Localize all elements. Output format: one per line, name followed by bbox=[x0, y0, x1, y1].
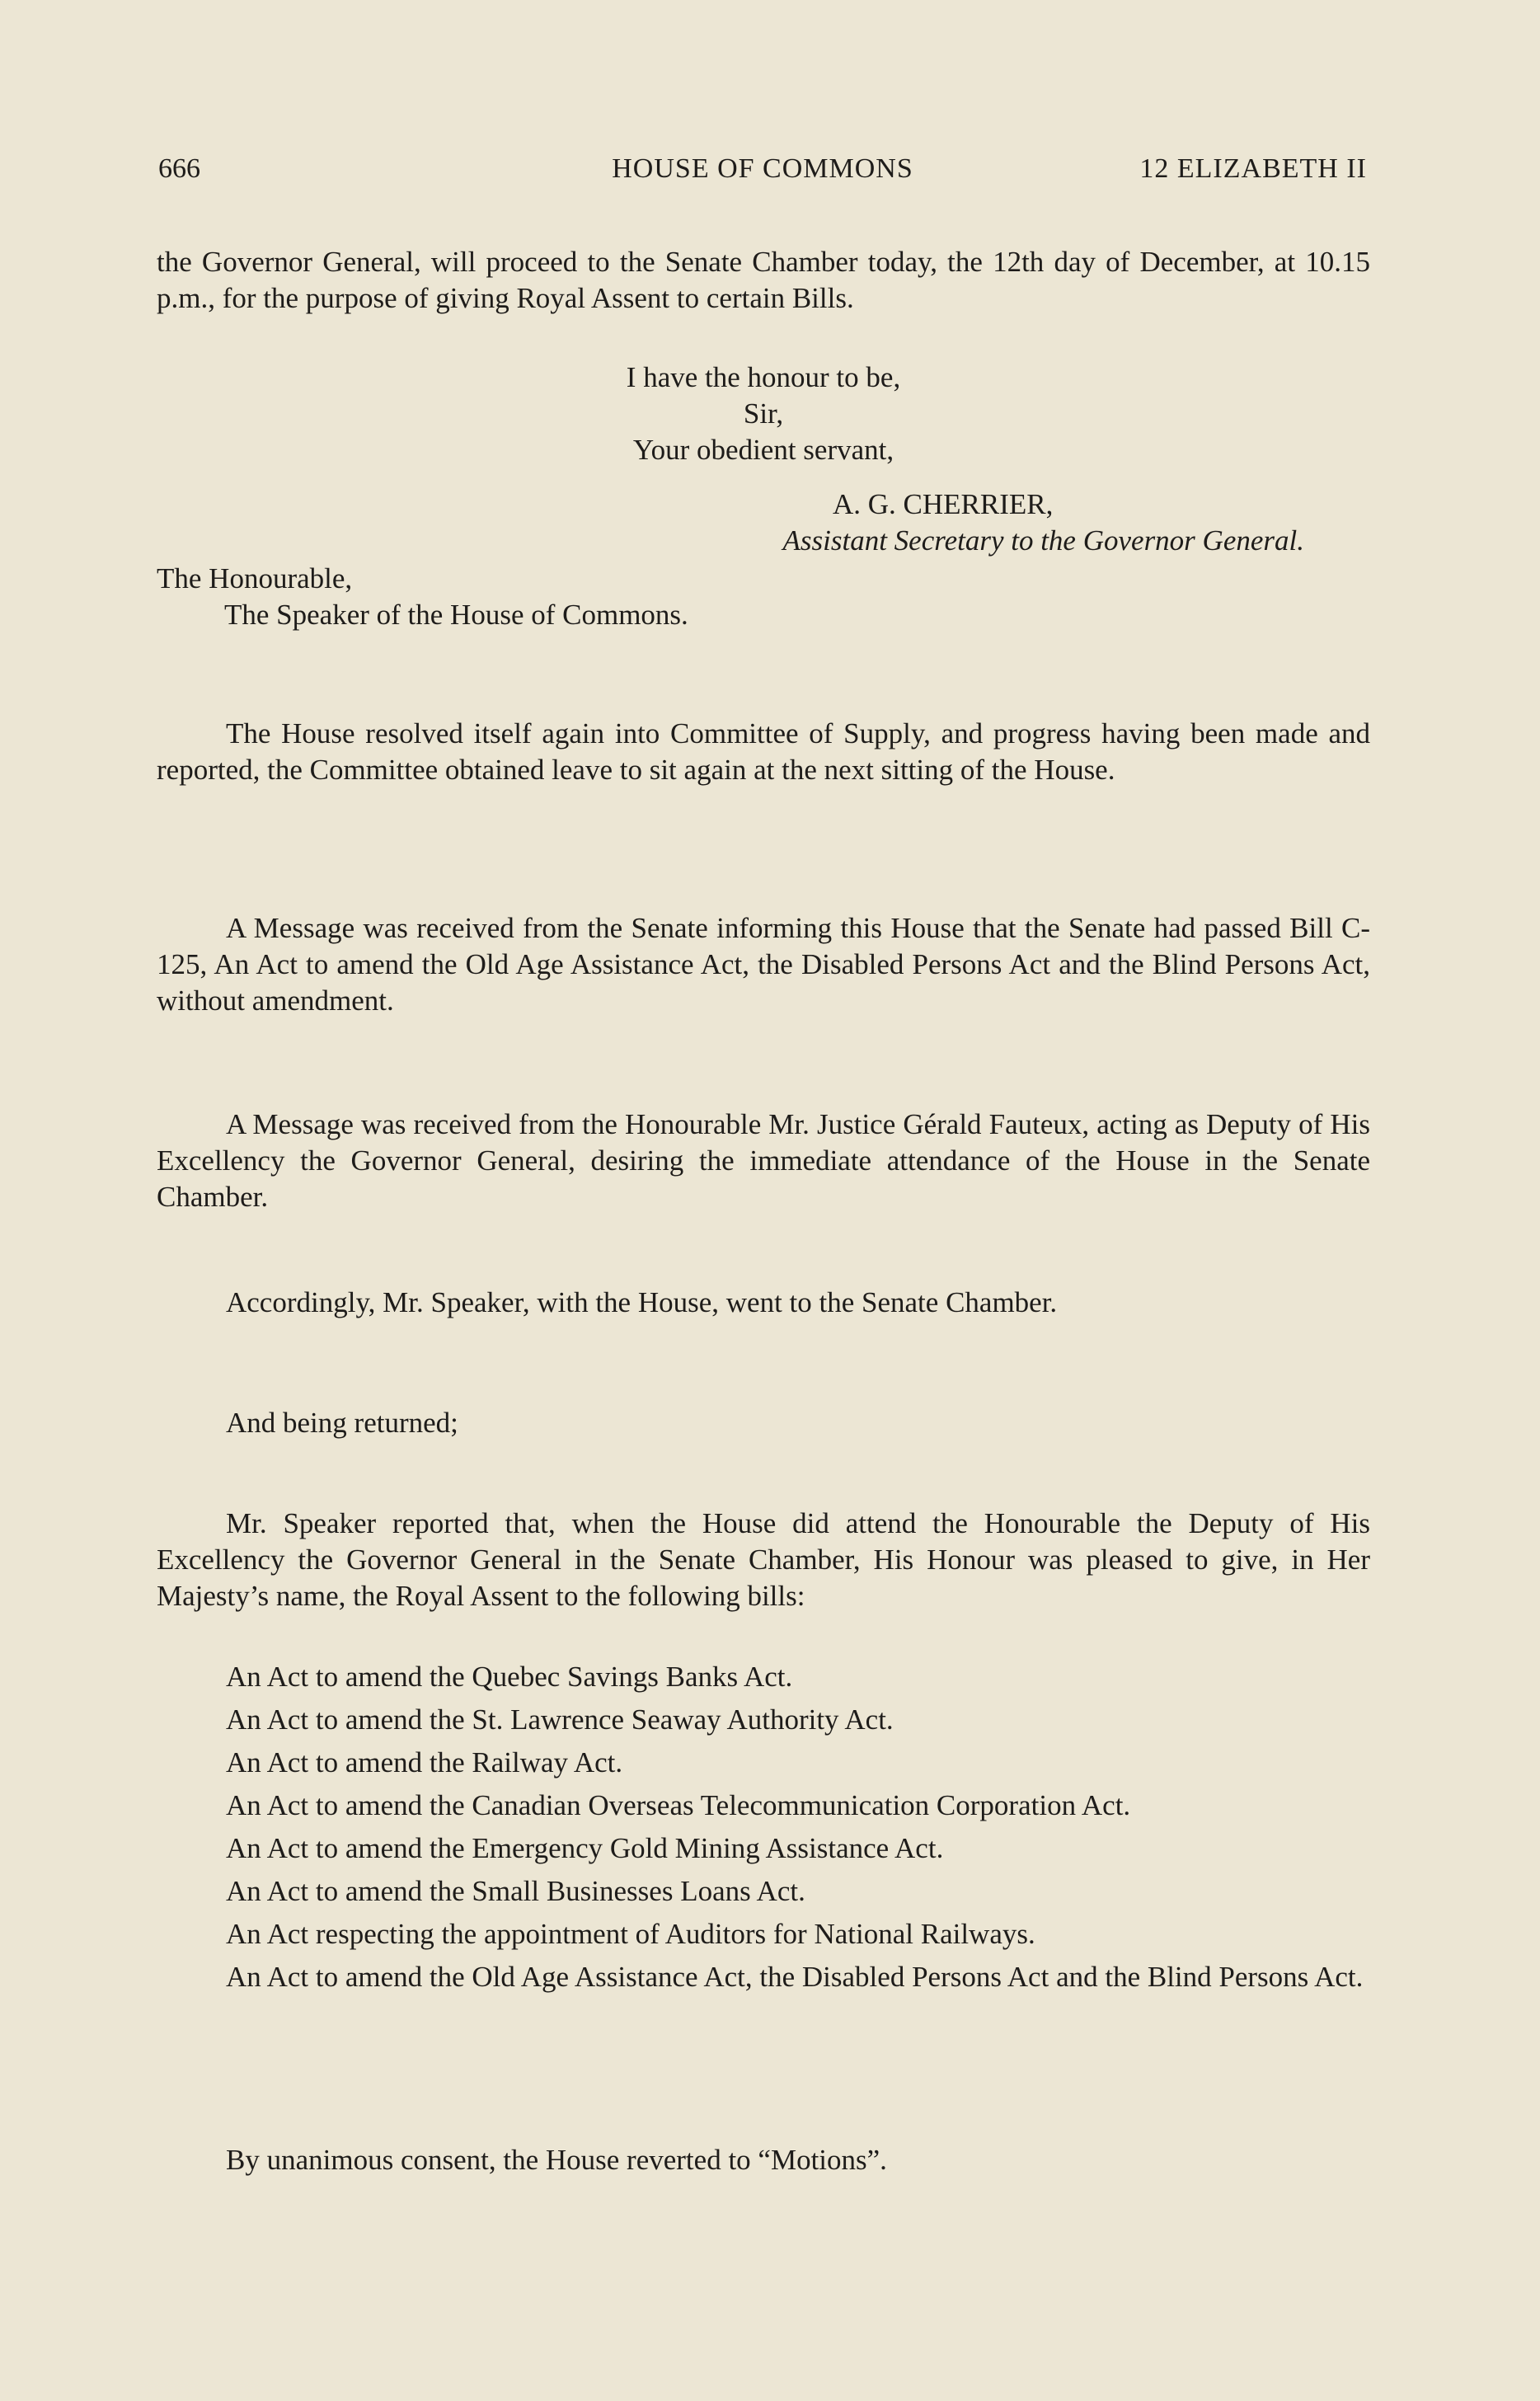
motions-text: By unanimous consent, the House reverted to “Motions”. bbox=[226, 2144, 887, 2176]
committee-paragraph bbox=[157, 716, 1370, 788]
speaker-report-text: Mr. Speaker reported that, when the House did attend the Honourable the Deputy of His Excellency the Governor General in the Senate Chamber, His Honour was pleased to give, in Her Majesty’s name, the Royal Assent to the following bills: bbox=[157, 1507, 1370, 1612]
bills-list bbox=[157, 1659, 1370, 2002]
signer-title-block bbox=[157, 523, 1370, 559]
addressee-line-2: The Speaker of the House of Commons. bbox=[224, 599, 688, 631]
bill-item: An Act to amend the Small Businesses Loans Act. bbox=[226, 1875, 805, 1907]
committee-text: The House resolved itself again into Committee of Supply, and progress having been made and reported, the Committee obtained leave to sit again at the next sitting of the House. bbox=[157, 717, 1370, 786]
deputy-message-paragraph bbox=[157, 1107, 1370, 1215]
bill-item: An Act to amend the Railway Act. bbox=[226, 1746, 623, 1778]
bill-item: An Act to amend the St. Lawrence Seaway Authority Act. bbox=[226, 1703, 894, 1736]
returned-text: And being returned; bbox=[226, 1407, 458, 1439]
bill-item: An Act respecting the appointment of Auditors for National Railways. bbox=[226, 1918, 1035, 1950]
letter-close bbox=[157, 359, 1370, 468]
letter-opening-text: the Governor General, will proceed to the Senate Chamber today, the 12th day of December, at 10.15 p.m., for the purpose of giving Royal Assent to certain Bills. bbox=[157, 246, 1370, 314]
bill-item: An Act to amend the Old Age Assistance Act, the Disabled Persons Act and the Blind Persons Act. bbox=[226, 1961, 1364, 1993]
letter-close-line-1: I have the honour to be, bbox=[626, 361, 901, 393]
accordingly-text: Accordingly, Mr. Speaker, with the House, went to the Senate Chamber. bbox=[226, 1286, 1058, 1318]
deputy-message-text: A Message was received from the Honourable Mr. Justice Gérald Fauteux, acting as Deputy of His Excellency the Governor General, desiring the immediate attendance of the House in the Senate Chamber. bbox=[157, 1108, 1370, 1213]
returned-paragraph bbox=[157, 1405, 1370, 1441]
senate-message-paragraph bbox=[157, 910, 1370, 1019]
running-title: HOUSE OF COMMONS bbox=[612, 153, 913, 184]
signer-name: A. G. CHERRIER, bbox=[833, 488, 1054, 520]
speaker-report-paragraph bbox=[157, 1506, 1370, 1614]
motions-paragraph bbox=[157, 2142, 1370, 2178]
bill-item: An Act to amend the Emergency Gold Mining Assistance Act. bbox=[226, 1832, 944, 1864]
bill-item: An Act to amend the Quebec Savings Banks Act. bbox=[226, 1661, 793, 1693]
letter-close-line-3: Your obedient servant, bbox=[632, 434, 894, 466]
signer-title: Assistant Secretary to the Governor General. bbox=[782, 524, 1304, 557]
regnal-year: 12 ELIZABETH II bbox=[1139, 153, 1367, 184]
addressee-line-1: The Honourable, bbox=[157, 562, 353, 594]
letter-close-line-2: Sir, bbox=[743, 397, 784, 430]
bill-item: An Act to amend the Canadian Overseas Telecommunication Corporation Act. bbox=[226, 1789, 1131, 1821]
letter-opening bbox=[157, 244, 1370, 317]
accordingly-paragraph bbox=[157, 1285, 1370, 1321]
letter-signature bbox=[833, 486, 1195, 523]
running-header bbox=[158, 153, 1367, 191]
page-number: 666 bbox=[158, 153, 200, 184]
letter-addressee bbox=[157, 561, 1370, 633]
senate-message-text: A Message was received from the Senate informing this House that the Senate had passed Bill C-125, An Act to amend the Old Age Assistance Act, the Disabled Persons Act and the Blind Persons Act, without amendment. bbox=[157, 912, 1370, 1017]
